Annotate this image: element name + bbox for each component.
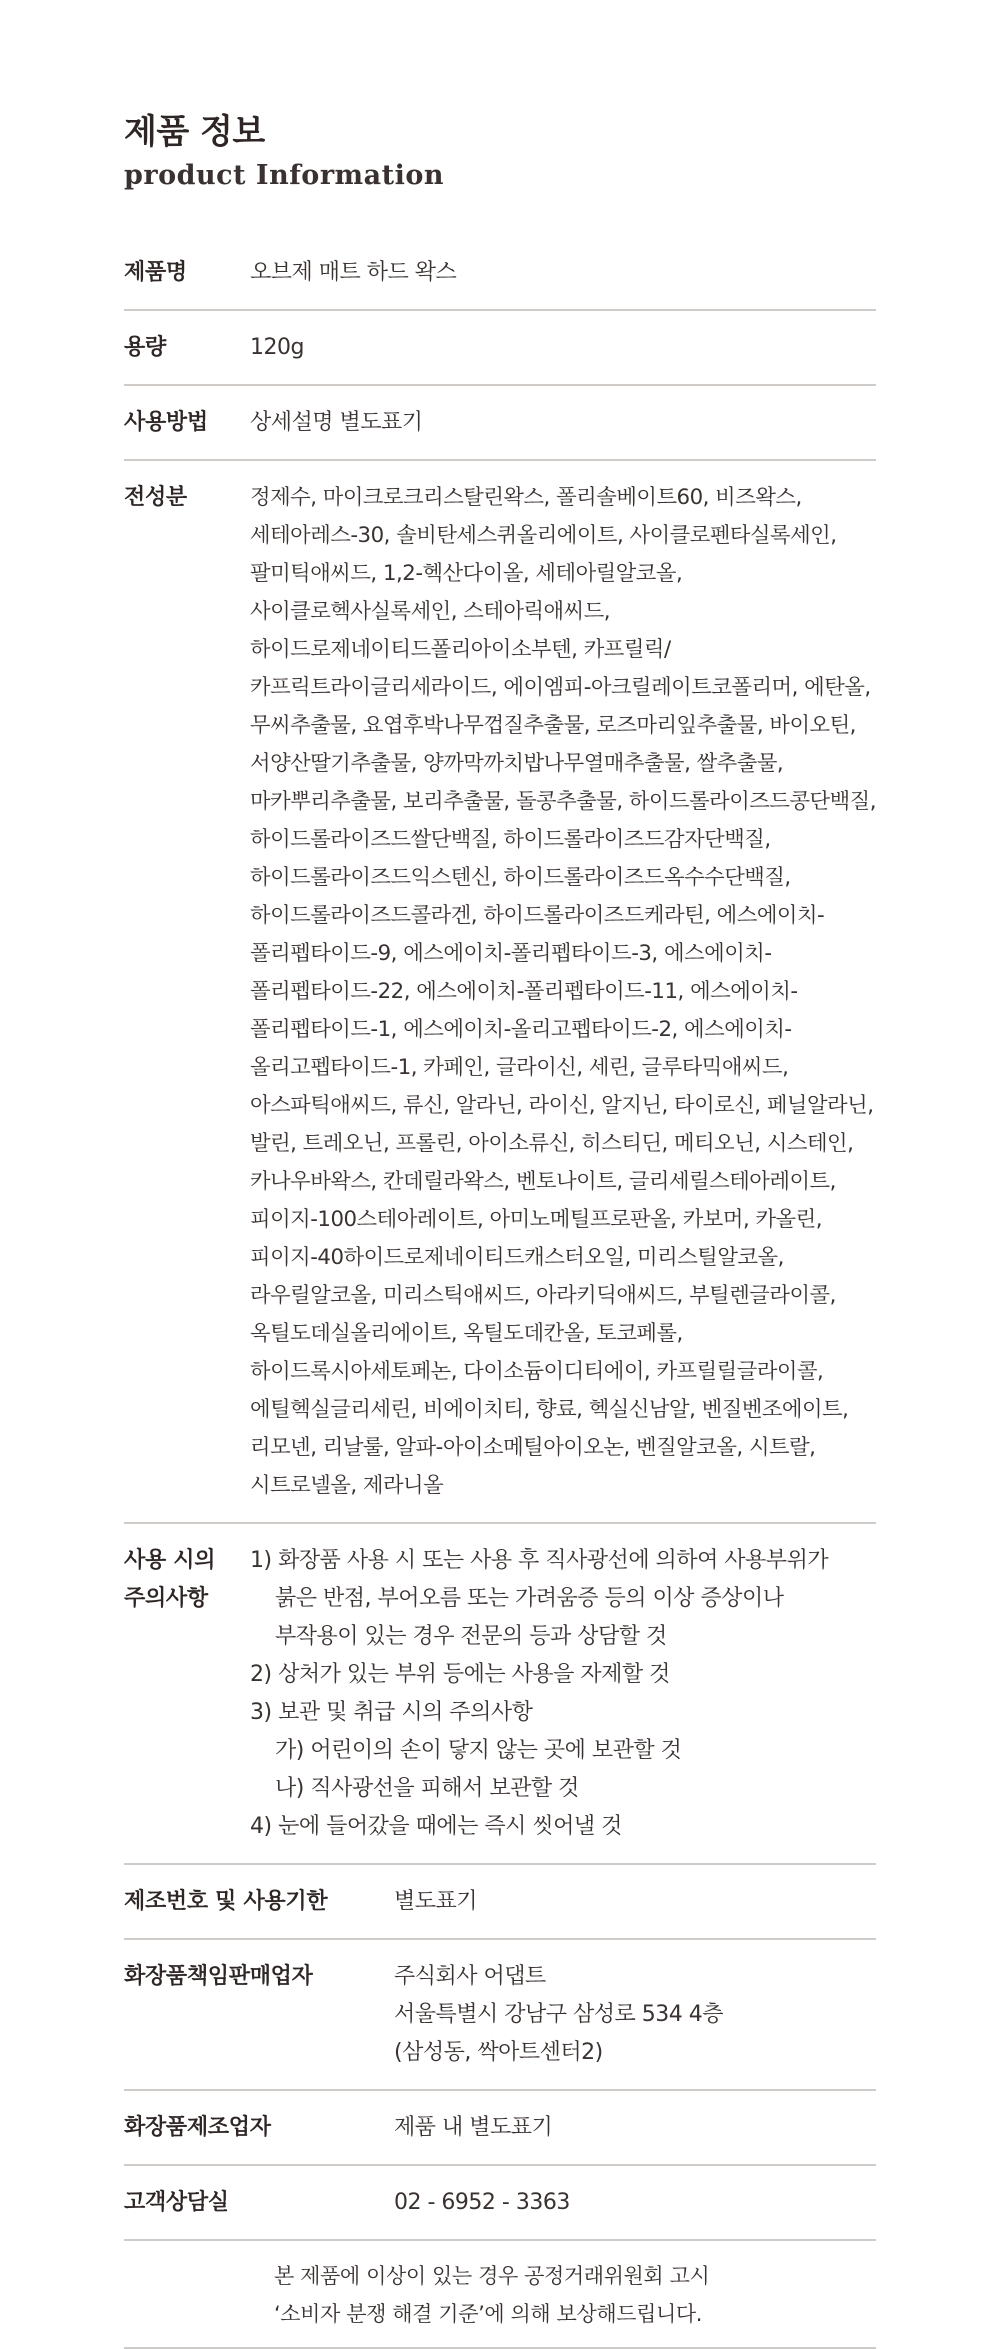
distributor-name: 주식회사 어댑트 — [394, 1964, 546, 1989]
caution-item: 붉은 반점, 부어오름 또는 가려움증 등의 이상 증상이나 — [275, 1586, 784, 1611]
row-label: 화장품책임판매업자 — [124, 1964, 313, 1989]
row-label: 사용방법 — [124, 410, 208, 435]
row-manufacturer — [124, 2091, 876, 2166]
phone-number: 02 - 6952 - 3363 — [394, 2190, 570, 2215]
caution-label-line: 사용 시의 — [124, 1548, 216, 1573]
row-value: 상세설명 별도표기 — [250, 410, 423, 435]
row-label: 용량 — [124, 335, 166, 360]
row-label: 화장품제조업자 — [124, 2115, 271, 2140]
caution-item: 1) 화장품 사용 시 또는 사용 후 직사광선에 의하여 사용부위가 — [250, 1548, 829, 1573]
row-value — [394, 1958, 876, 2072]
distributor-address-detail: (삼성동, 싹아트센터2) — [394, 2040, 603, 2065]
row-product-name — [124, 246, 876, 311]
caution-item: 부작용이 있는 경우 전문의 등과 상담할 것 — [275, 1624, 667, 1649]
row-label: 고객상담실 — [124, 2190, 229, 2215]
distributor-address: 서울특별시 강남구 삼성로 534 4층 — [394, 2002, 723, 2027]
compensation-notice — [124, 2241, 876, 2349]
row-value: 제품 내 별도표기 — [394, 2115, 553, 2140]
notice-line: 본 제품에 이상이 있는 경우 공정거래위원회 고시 — [274, 2264, 710, 2288]
page-subtitle: product Information — [124, 160, 444, 191]
caution-label-line: 주의사항 — [124, 1586, 208, 1611]
row-customer-service — [124, 2166, 876, 2241]
caution-item: 3) 보관 및 취급 시의 주의사항 — [250, 1700, 533, 1725]
row-ingredients — [124, 461, 876, 1524]
row-value: 별도표기 — [394, 1889, 478, 1914]
row-label — [124, 1542, 250, 1846]
page-title: 제품 정보 — [124, 112, 265, 152]
row-label: 제품명 — [124, 260, 187, 285]
product-info-table — [124, 244, 876, 2349]
row-lot-expiry — [124, 1865, 876, 1940]
row-label: 전성분 — [124, 485, 187, 510]
row-usage — [124, 386, 876, 461]
caution-item: 2) 상처가 있는 부위 등에는 사용을 자제할 것 — [250, 1662, 670, 1687]
row-value: 오브제 매트 하드 왁스 — [250, 260, 457, 285]
row-label: 제조번호 및 사용기한 — [124, 1889, 328, 1914]
row-volume — [124, 311, 876, 386]
ingredients-text: 정제수, 마이크로크리스탈린왁스, 폴리솔베이트60, 비즈왁스, 세테아레스-30, 솔비탄세스퀴올리에이트, 사이클로펜타실록세인, 팔미틱애씨드, 1,2-헥산다이올, 세테아릴알코올, 사이클로헥사실록세인, 스테아릭애씨드, 하이드로제네이티드폴리아이소부텐, 카프릴릭/카프릭트라이글리세라이드, 에이엠피-아크릴레이트코폴리머, 에탄올, 무씨추출물, 요엽후박나무껍질추출물, 로즈마리잎추출물, 바이오틴, 서양산딸기추출물, 양까막까치밥나무열매추출물, 쌀추출물, 마카뿌리추출물, 보리추출물, 돌콩추출물, 하이드롤라이즈드콩단백질, 하이드롤라이즈드쌀단백질, 하이드롤라이즈드감자단백질, 하이드롤라이즈드익스텐신, 하이드롤라이즈드옥수수단백질, 하이드롤라이즈드콜라겐, 하이드롤라이즈드케라틴, 에스에이치-폴리펩타이드-9, 에스에이치-폴리펩타이드-3, 에스에이치-폴리펩타이드-22, 에스에이치-폴리펩타이드-11, 에스에이치-폴리펩타이드-1, 에스에이치-올리고펩타이드-2, 에스에이치-올리고펩타이드-1, 카페인, 글라이신, 세린, 글루타믹애씨드, 아스파틱애씨드, 류신, 알라닌, 라이신, 알지닌, 타이로신, 페닐알라닌, 발린, 트레오닌, 프롤린, 아이소류신, 히스티딘, 메티오닌, 시스테인, 카나우바왁스, 칸데릴라왁스, 벤토나이트, 글리세릴스테아레이트, 피이지-100스테아레이트, 아미노메틸프로판올, 카보머, 카올린, 피이지-40하이드로제네이티드캐스터오일, 미리스틸알코올, 라우릴알코올, 미리스틱애씨드, 아라키딕애씨드, 부틸렌글라이콜, 옥틸도데실올리에이트, 옥틸도데칸올, 토코페롤, 하이드록시아세토페논, 다이소듐이디티에이, 카프릴릴글라이콜, 에틸헥실글리세린, 비에이치티, 향료, 헥실신남알, 벤질벤조에이트, 리모넨, 리날룰, 알파-아이소메틸아이오논, 벤질알코올, 시트랄, 시트로넬올, 제라니올 — [250, 485, 877, 1498]
row-distributor — [124, 1940, 876, 2091]
caution-list — [250, 1542, 876, 1846]
row-caution — [124, 1524, 876, 1865]
row-value — [250, 1542, 876, 1846]
caution-item: 나) 직사광선을 피해서 보관할 것 — [275, 1776, 579, 1801]
caution-item: 가) 어린이의 손이 닿지 않는 곳에 보관할 것 — [275, 1738, 682, 1763]
row-value: 120g — [250, 335, 304, 360]
caution-item: 4) 눈에 들어갔을 때에는 즉시 씻어낼 것 — [250, 1814, 622, 1839]
product-info-section — [124, 108, 876, 2349]
notice-line: ‘소비자 분쟁 해결 기준’에 의해 보상해드립니다. — [274, 2302, 703, 2326]
